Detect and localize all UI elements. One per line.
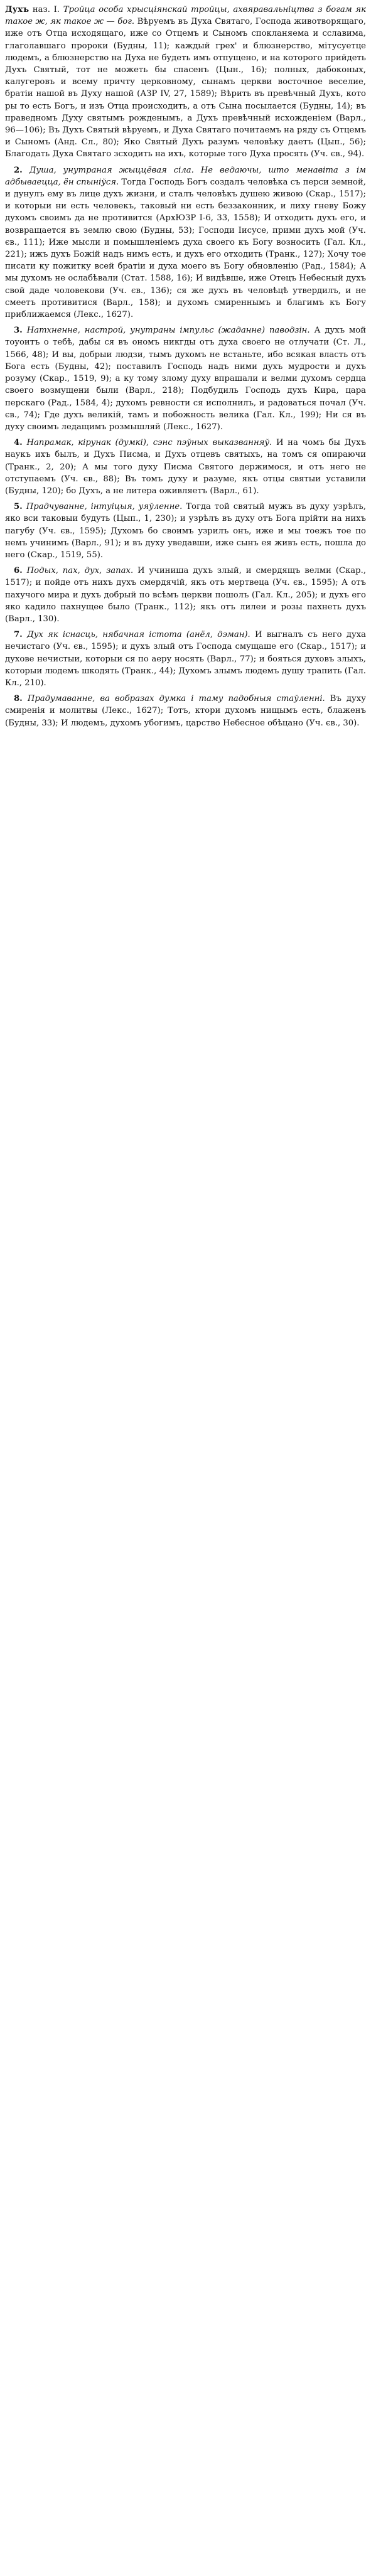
dictionary-page xyxy=(0,0,371,729)
sense-citations: Тогда той святый мужъ въ духу узрѣлъ, яко вси таковыи будуть (Цып., 1, 230); и узрѣлъ въ духу отъ Бога прійти на нихъ пагубу (Уч. єв., 1595); Духомъ бо своимъ узрилъ онъ, иже и мы тоежъ тое по немъ учинимъ (Варл., 91); и въ духу уведавши, иже сынъ ея живъ есть, пошла до него (Скар., 1519, 55). xyxy=(5,502,366,560)
sense-number: 5. xyxy=(14,502,23,512)
entry-sense-1 xyxy=(5,4,366,161)
sense-citations: И на чомъ бы Духъ наукъ ихъ былъ, и Духъ Писма, и Духъ отцевъ святыхъ, на томъ ся опираючи (Транк., 2, 20); А мы того духу Писма Святого держимося, и отъ него не отступаемъ (Уч. єв., 88); Въ томъ духу и разуме, якъ отцы святыи уставили (Будны, 120); бо Духъ, а не литера оживляетъ (Варл., 61). xyxy=(5,438,366,496)
entry-sense-4 xyxy=(5,437,366,497)
sense-definition: Подых, пах, дух, запах. xyxy=(26,566,134,576)
sense-citations: Вѣруемъ въ Духа Святаго, Господа животворящаго, иже отъ Отца исходящаго, иже со Отцемъ и Сыномъ спокланяема и сславима, глаголавшаго пророки (Будны, 11); каждый грех' и блюзнерство, мітусуетце людемъ, а блюзнерство на Духа не будеть имъ отпущено, и на которого прийдеть Духъ Святый, тот не можеть бы спасенъ (Цын., 16); полных, дабоконых, калугеровъ и всему причту церковному, сынамъ церкви восточное веселие, братіи нашой въ Духу нашой (АЗР IV, 27, 1589); Вѣрить въ превѣчный Духъ, кото ры то есть Богъ, и изъ Отца происходить, а отъ Сына посылается (Будны, 14); въ праведномъ Духу святымъ рожденымъ, а Духъ превѣчный исхожденіем (Варл., 96—106); Въ Духъ Святый вѣруемъ, и Духа Святаго почитаемъ на ряду съ Отцемъ и Сыномъ (Анд. Сл., 80); Яко Святый Духъ разумъ человѣку даетъ (Цып., 56); Благодать Духа Святаго зсходить на ихъ, которые того Духа просять (Уч. єв., 94). xyxy=(5,17,366,159)
entry-headword: Духъ xyxy=(5,5,30,14)
sense-citations: И учиниша духъ злый, и смердящъ велми (Скар., 1517); и пойде отъ нихъ духъ смердячій, якъ отъ мертвеца (Уч. єв., 1595); А отъ пахучого мира и духъ добрый по всѣмъ церкви пошолъ (Гал. Кл., 205); и духъ его яко кадило пахнущее было (Транк., 112); якъ отъ лилеи и розы пахнеть духъ (Варл., 130). xyxy=(5,566,366,624)
sense-definition: Прадчуванне, інтуіцыя, уяўленне. xyxy=(26,502,183,512)
sense-number: 8. xyxy=(14,694,23,704)
entry-sense-6 xyxy=(5,565,366,625)
sense-definition: Натхненне, настрой, унутраны імпульс (жаданне) паводзін. xyxy=(26,326,310,336)
entry-sense-2 xyxy=(5,164,366,321)
sense-definition: Душа, унутраная жыццёвая сіла. Не ведаючы, што менавіта з ім адбываецца, ён спынiўся. xyxy=(5,165,366,187)
sense-number: 4. xyxy=(14,438,23,448)
sense-definition: Дух як існасць, нябачная істота (анёл, дэман). xyxy=(27,630,250,640)
sense-number: 6. xyxy=(14,566,23,576)
sense-number: 7. xyxy=(14,630,23,640)
entry-sense-8 xyxy=(5,693,366,729)
entry-gram-label: наз. І. xyxy=(32,5,60,14)
sense-definition: Напрамак, кірунак (думкі), сэнс пэўных выказванняў. xyxy=(26,438,272,448)
sense-citations: Въ духу смиренія и молитвы (Лекс., 1627); Тотъ, ктори духомъ нищымъ есть, блаженъ (Будны, 33); И людемъ, духомъ убогимъ, царство Небесное обѣцано (Уч. єв., 30). xyxy=(5,694,366,728)
sense-number: 3. xyxy=(14,326,23,336)
sense-definition: Прадумаванне, ва вобразах думка і таму падобныя стаўленні. xyxy=(27,694,325,704)
sense-number: 2. xyxy=(14,165,23,175)
entry-sense-3 xyxy=(5,324,366,433)
sense-citations: Тогда Господь Богъ создалъ человѣка съ перси земной, и дунулъ ему въ лице духъ жизни, и сталъ человѣкъ душею живою (Скар., 1517); и которыи ни есть человекъ, таковый ни есть беззаконник, и лиху гневу Божу духомъ своимъ да не противится (АрхЮЗР І-6, 33, 1558); И отходить духъ его, и возвращается въ землю свою (Будны, 53); Господи Іисусе, прими духъ мой (Уч. єв., 111); Иже мысли и помышленіемъ духа своего къ Богу возносить (Гал. Кл., 221); ижъ духъ Божій надъ нимъ есть, и духъ его отходить (Транк., 127); Хочу тое писати ку пожитку всей братіи и духа моего въ Богу обновленію (Рад., 1584); А мы духомъ не ослабѣвали (Стат. 1588, 16); И видѣвше, иже Отецъ Небесный духъ свой даде чоловекови (Уч. єв., 136); ся же духъ въ человѣцѣ утвердилъ, и не смеетъ противитися (Варл., 158); и духомъ смиреннымъ и благимъ къ Богу приближаемся (Лекс., 1627). xyxy=(5,177,366,320)
sense-citations: А духъ мой тоуоитъ о тебѣ, дабы ся въ ономъ никгды отъ духа своего не отлучати (Ст. Л., 1566, 48); И вы, добрыи людзи, тымъ духомъ не встаньте, ибо всякая власть отъ Бога есть (Будны, 42); поставилъ Господь надъ ними духъ мудрости и духъ розуму (Скар., 1519, 9); а ку тому злому духу впрашали и велми духомъ сердца своего возмущени были (Варл., 218); Подбудиль Господь духъ Кира, цара перскаго (Рад., 1584, 4); духомъ ревности ся исполнилъ, и радоваться почал (Уч. єв., 74); Где духъ великій, тамъ и побожность велика (Гал. Кл., 199); Ни ся въ духу своимъ ледащимъ розмышляй (Лекс., 1627). xyxy=(5,326,366,432)
entry-sense-5 xyxy=(5,501,366,561)
sense-definition: Тройца особа хрысціянскай тройцы, ахвяравальніцтва з богам як такое ж, як такое ж — бог. xyxy=(5,5,366,27)
sense-citations: И выгналъ съ него духа нечистаго (Уч. єв., 1595); и духъ злый отъ Господа смущаше его (Скар., 1517); и духове нечистыи, которыи ся по аеру носять (Варл., 77); и бояться духовъ злыхъ, которыи людемъ шкодять (Транк., 44); Духомъ злымъ людемъ душу трапить (Гал. Кл., 210). xyxy=(5,630,367,688)
entry-sense-7 xyxy=(5,629,366,689)
